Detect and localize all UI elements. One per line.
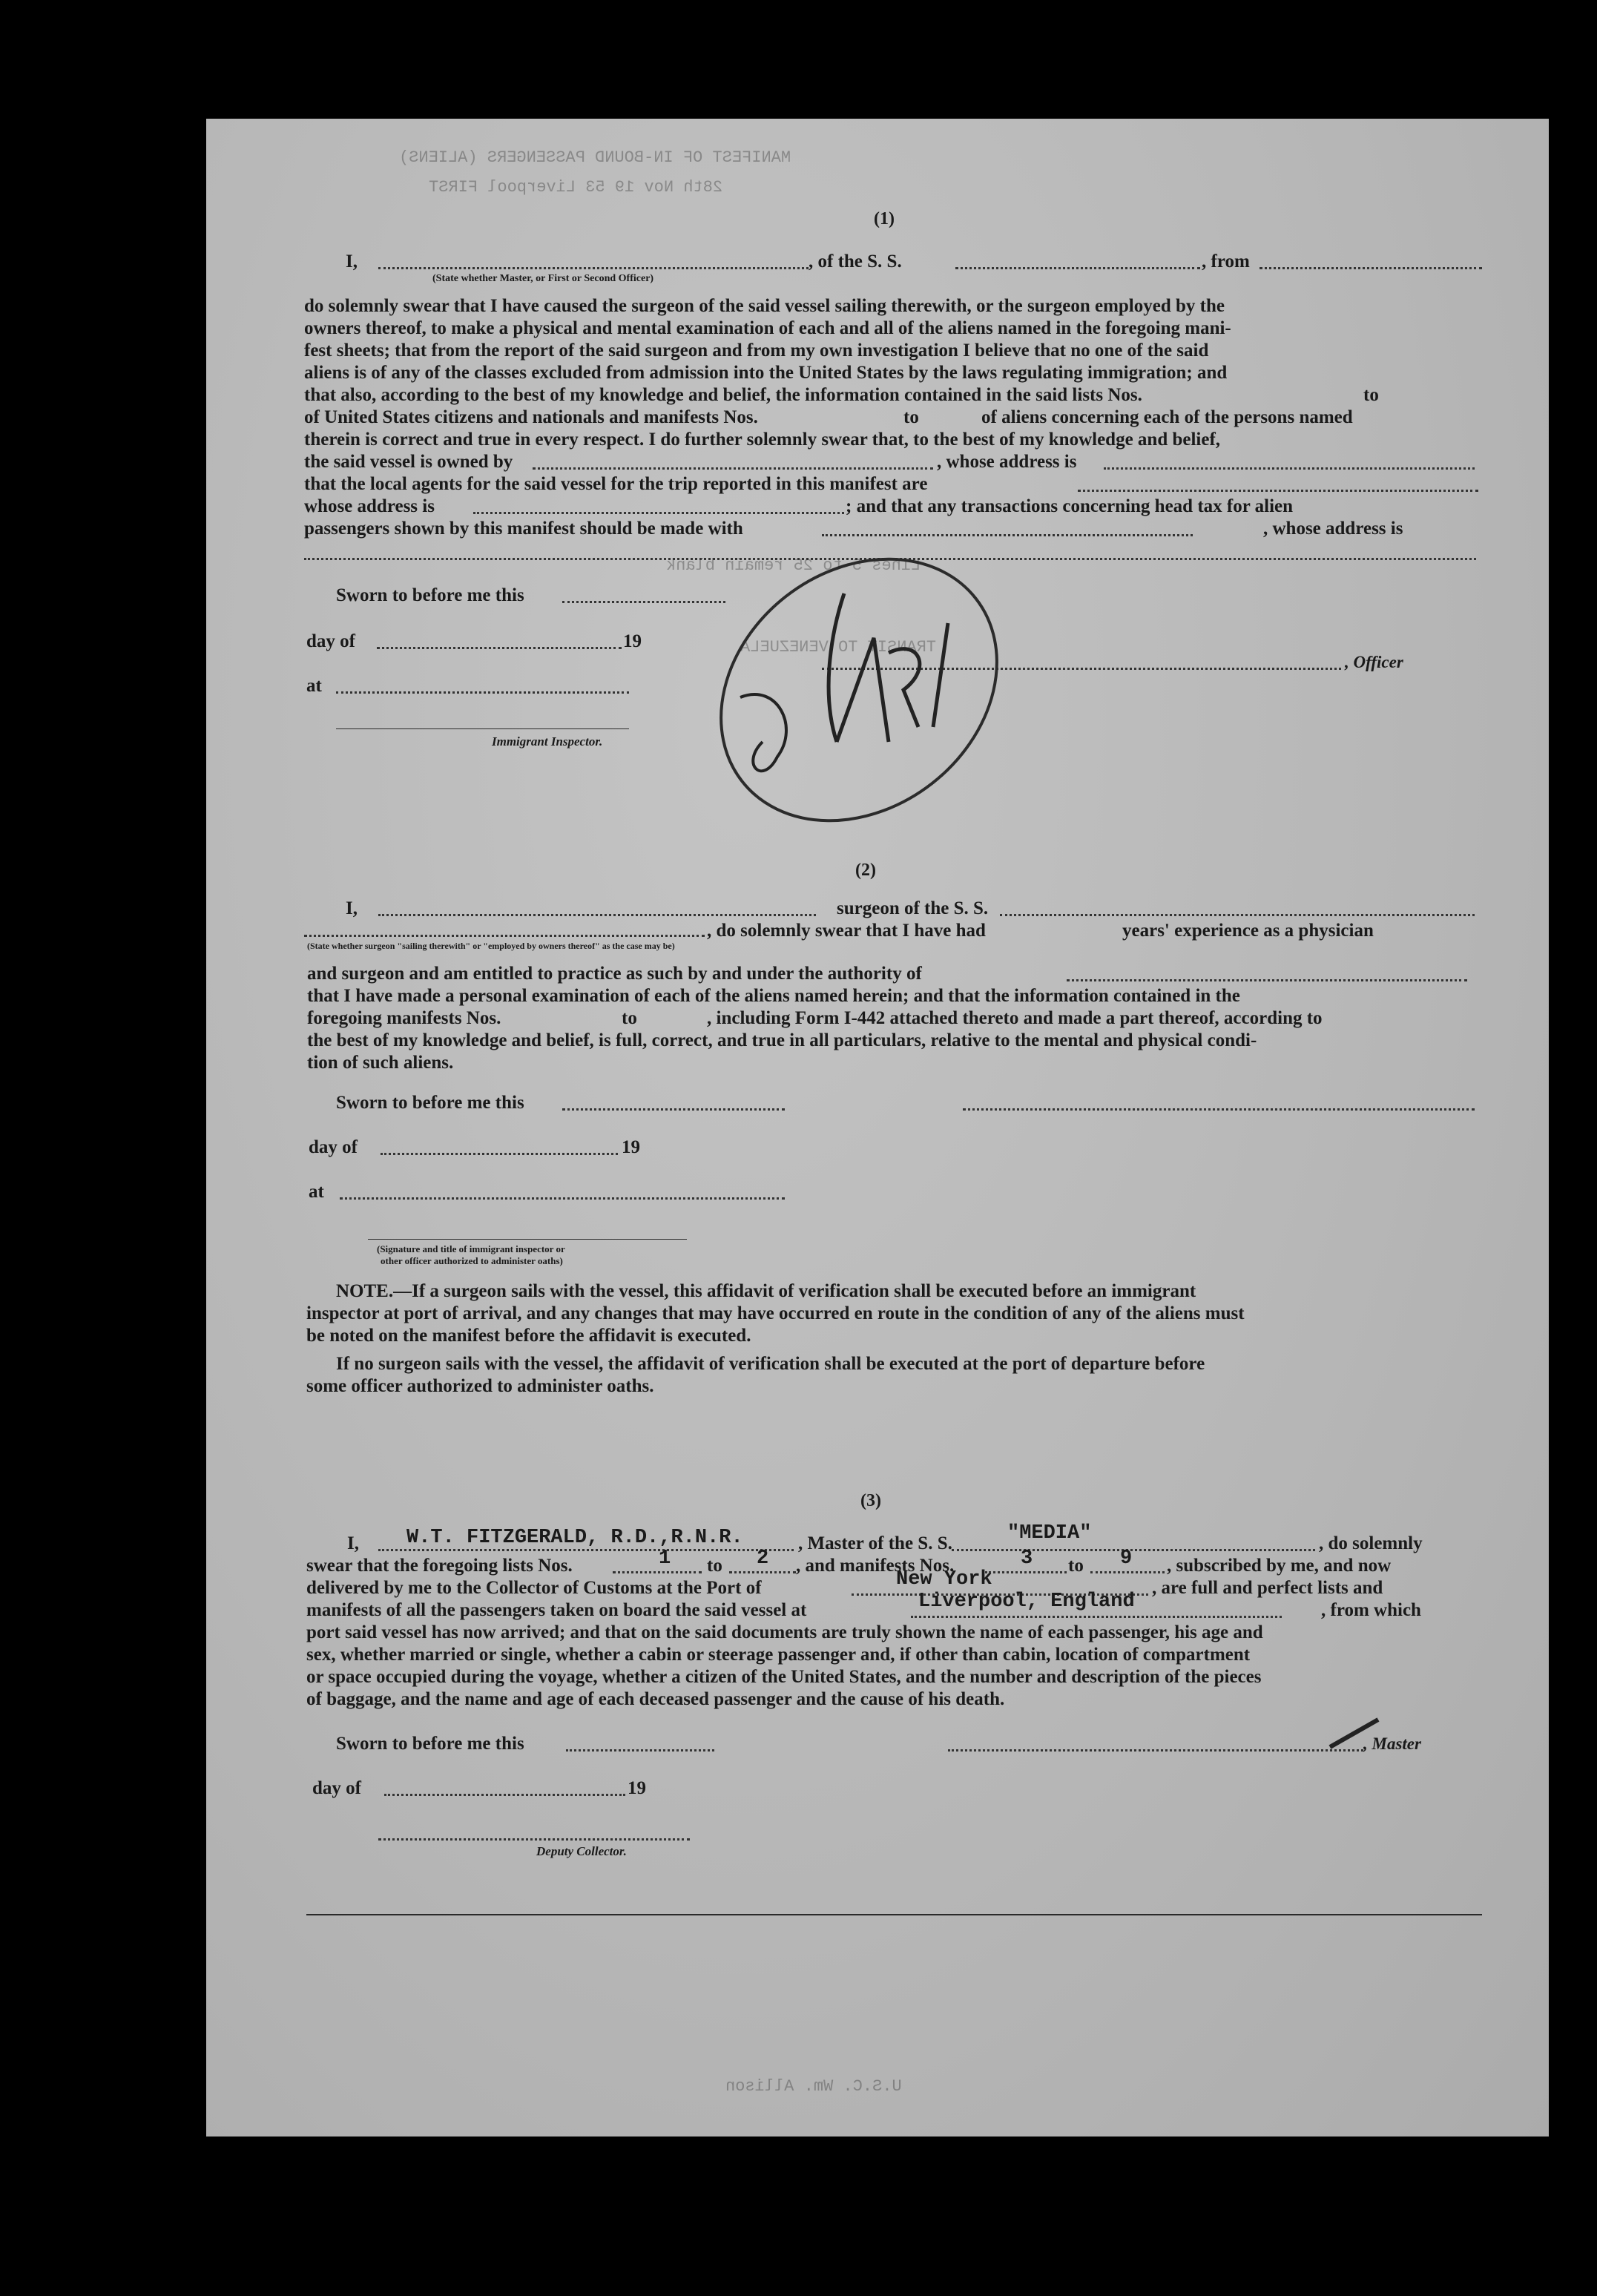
s1-to-2: to bbox=[903, 407, 919, 427]
s2-note-line-1: inspector at port of arrival, and any changes that may have occurred en route in the condition of any of the aliens must bbox=[306, 1303, 1245, 1323]
stamp-initials: JNP bbox=[800, 831, 801, 832]
s1-whose-address: , whose address is bbox=[937, 452, 1077, 472]
s3-master-label: , Master bbox=[1363, 1734, 1421, 1753]
s3-body-line-1: sex, whether married or single, whether a cabin or steerage passenger and, if other than cabin, location of compartment bbox=[306, 1645, 1251, 1665]
s2-surgeon-note: (State whether surgeon "sailing therewith" or "employed by owners thereof" as the case may be) bbox=[307, 941, 675, 951]
s1-sworn-label: Sworn to before me this bbox=[336, 585, 524, 605]
s3-manifest-to: 9 bbox=[1120, 1547, 1133, 1570]
s2-body-line-0: and surgeon and am entitled to practice as such by and under the authority of bbox=[307, 964, 922, 984]
s1-inspector-label: Immigrant Inspector. bbox=[492, 734, 603, 749]
s3-swear-lists: swear that the foregoing lists Nos. bbox=[306, 1556, 573, 1576]
s1-at-label: at bbox=[306, 676, 322, 696]
s2-year-label: 19 bbox=[622, 1137, 640, 1157]
section-2-header: (2) bbox=[855, 861, 876, 880]
s1-body-line-0: do solemnly swear that I have caused the surgeon of the said vessel sailing therewith, or the surgeon employed by the bbox=[304, 296, 1225, 316]
s3-master-of: , Master of the S. S. bbox=[798, 1533, 952, 1553]
s1-year-label: 19 bbox=[623, 631, 642, 651]
s2-body-line-4: tion of such aliens. bbox=[307, 1053, 454, 1073]
s2-note2-line-1: some officer authorized to administer oaths. bbox=[306, 1376, 654, 1396]
officer-stamp bbox=[651, 504, 1067, 875]
s3-are-full: , are full and perfect lists and bbox=[1152, 1578, 1383, 1598]
s2-swear-text: , do solemnly swear that I have had bbox=[707, 921, 986, 941]
s2-at-label: at bbox=[309, 1182, 324, 1202]
s1-body-line-4: that also, according to the best of my knowledge and belief, the information contained in the said lists Nos. bbox=[304, 385, 1142, 405]
s3-sworn-label: Sworn to before me this bbox=[336, 1734, 524, 1754]
s2-years-label: years' experience as a physician bbox=[1122, 921, 1374, 941]
s2-body-line-1: that I have made a personal examination of each of the aliens named herein; and that the information contained in the bbox=[307, 986, 1240, 1006]
s1-to-1: to bbox=[1363, 385, 1379, 405]
s3-list-from: 1 bbox=[659, 1547, 671, 1570]
s2-day-of-label: day of bbox=[309, 1137, 358, 1157]
s1-body-line-3: aliens is of any of the classes excluded from admission into the United States by the laws regulating immigration; and bbox=[304, 363, 1228, 383]
s3-body-line-2: or space occupied during the voyage, whether a citizen of the United States, and the number and description of the pieces bbox=[306, 1667, 1262, 1687]
s1-day-of-label: day of bbox=[306, 631, 355, 651]
s3-to-1: to bbox=[707, 1556, 722, 1576]
s3-subscribed: , subscribed by me, and now bbox=[1167, 1556, 1392, 1576]
s1-of-ss-label: , of the S. S. bbox=[809, 251, 902, 272]
bottom-divider bbox=[306, 1914, 1482, 1915]
s1-body-line-7: the said vessel is owned by bbox=[304, 452, 513, 472]
s1-body-line-10: passengers shown by this manifest should be made with bbox=[304, 519, 743, 539]
s3-and-manifests: , and manifests Nos. bbox=[796, 1556, 955, 1576]
section-1-header: (1) bbox=[874, 209, 895, 228]
s3-deputy-label: Deputy Collector. bbox=[536, 1844, 627, 1858]
s1-body-line-9: whose address is bbox=[304, 496, 435, 516]
s3-manifests-of: manifests of all the passengers taken on board the said vessel at bbox=[306, 1600, 807, 1620]
s3-delivered: delivered by me to the Collector of Customs at the Port of bbox=[306, 1578, 762, 1598]
s2-to-label: to bbox=[622, 1008, 637, 1028]
s2-body-line-3: the best of my knowledge and belief, is full, correct, and true in all particulars, relative to the mental and physical condi- bbox=[307, 1030, 1257, 1050]
s3-body-line-3: of baggage, and the name and age of each deceased passenger and the cause of his death. bbox=[306, 1689, 1005, 1709]
s3-list-to: 2 bbox=[757, 1547, 769, 1570]
s3-body-line-0: port said vessel has now arrived; and that on the said documents are truly shown the name of each passenger, his age and bbox=[306, 1622, 1263, 1642]
s2-i-label: I, bbox=[346, 898, 358, 918]
s2-signature-note-1: (Signature and title of immigrant inspector or bbox=[377, 1243, 565, 1254]
s1-of-aliens: of aliens concerning each of the persons named bbox=[981, 407, 1353, 427]
s3-port: New York bbox=[896, 1568, 992, 1591]
s1-body-line-6: therein is correct and true in every respect. I do further solemnly swear that, to the best of my knowledge and belief, bbox=[304, 430, 1221, 450]
s2-note-line-2: be noted on the manifest before the affidavit is executed. bbox=[306, 1326, 751, 1346]
s2-note2-line-0: If no surgeon sails with the vessel, the affidavit of verification shall be executed at the port of departure before bbox=[336, 1354, 1205, 1374]
s3-solemnly: , do solemnly bbox=[1319, 1533, 1423, 1553]
s3-manifest-from: 3 bbox=[1021, 1547, 1033, 1570]
s1-i-label: I, bbox=[346, 251, 358, 272]
s3-master-name: W.T. FITZGERALD, R.D.,R.N.R. bbox=[406, 1527, 743, 1549]
s3-day-of-label: day of bbox=[312, 1778, 361, 1798]
s1-body-line-1: owners thereof, to make a physical and mental examination of each and all of the aliens named in the foregoing mani- bbox=[304, 318, 1231, 338]
s1-from-label: , from bbox=[1202, 251, 1250, 272]
s3-to-2: to bbox=[1068, 1556, 1084, 1576]
section-3-header: (3) bbox=[860, 1491, 881, 1510]
s3-ship-name: "MEDIA" bbox=[1007, 1522, 1092, 1545]
s2-surgeon-of: surgeon of the S. S. bbox=[837, 898, 989, 918]
s1-body-line-8: that the local agents for the said vessel for the trip reported in this manifest are bbox=[304, 474, 928, 494]
s1-officer-note: (State whether Master, or First or Second Officer) bbox=[432, 273, 654, 284]
s2-note-line-0: NOTE.—If a surgeon sails with the vessel, this affidavit of verification shall be executed before an immigrant bbox=[336, 1281, 1196, 1301]
s1-body-line-5: of United States citizens and nationals and manifests Nos. bbox=[304, 407, 758, 427]
s2-form-text: , including Form I-442 attached thereto and made a part thereof, according to bbox=[707, 1008, 1323, 1028]
s3-from-which: , from which bbox=[1321, 1600, 1421, 1620]
s1-tax-text: ; and that any transactions concerning head tax for alien bbox=[846, 496, 1294, 516]
s3-origin: Liverpool, England bbox=[918, 1591, 1135, 1613]
s1-body-line-2: fest sheets; that from the report of the said surgeon and from my own investigation I believe that no one of the said bbox=[304, 341, 1209, 361]
s3-i-label: I, bbox=[347, 1533, 359, 1553]
s1-officer-label: , Officer bbox=[1345, 653, 1403, 671]
s2-signature-note-2: other officer authorized to administer oaths) bbox=[381, 1255, 563, 1266]
s2-sworn-label: Sworn to before me this bbox=[336, 1093, 524, 1113]
s3-year-label: 19 bbox=[628, 1778, 646, 1798]
s2-body-line-2: foregoing manifests Nos. bbox=[307, 1008, 501, 1028]
document-sheet: MANIFEST OF IN-BOUND PASSENGERS (ALIENS) 28th Nov 19 53 Liverpool FIRST Lines 5 to 25 remain blank TRANSIT TO VENEZUELA U.S.C. Wm. Allison (1) I, , of the S. S. , from (State whether Master, or First or Second Officer) do solemnly swear that I have caused the surgeon of the said vessel sailing therewith, or the surgeon employed by the owners thereof, to make a physical and mental examination of each and all of the aliens named in the foregoing mani- fest sheets; that from the report of the said surgeon and from my own investigation I believe that no one of the said aliens is of any of the classes excluded from admission into the United States by the laws regulating immigration; and that also, according to the best of my knowledge and belief, the information contained in the said lists Nos. to of United States citizens and nationals and manifests Nos. to of aliens concerning each of the persons named therein is correct and true in every respect. I do further solemnly swear that, to the best of my knowledge and belief, the said vessel is owned by , whose address is that the local agents for the said vessel for the trip reported in this manifest are whose address is ; and that any transactions concerning head tax for alien passengers shown by this manifest should be made with , whose address is Sworn to before me this day of 19 at , Officer Immigrant Inspector. JNP (2) I, surgeon of the S. S. , do solemnly swear that I have had years' experience as a physician (State whether surgeon "sailing therewith" or "employed by owners thereof" as the case may be) and surgeon and am entitled to practice as such by and under the authority of that I have made a personal examination of each of the aliens named herein; and that the information contained in the foregoing manifests Nos. to , including Form I-442 attached thereto and made a part thereof, according to the best of my knowledge and belief, is full, correct, and true in all particulars, relative to the mental and physical condi- tion of such aliens. Sworn to before me this day of 19 at (Signature and title of immigrant inspector or other officer authorized to administer oaths) NOTE.—If a surgeon sails with the vessel, this affidavit of verification shall be executed before an immigrant inspector at port of arrival, and any changes that may have occurred en route in the condition of any of the aliens must be noted on the manifest before the affidavit is executed. If no surgeon sails with the vessel, the affidavit of verification shall be executed at the port of departure before some officer authorized to administer oaths. (3) I, W.T. FITZGERALD, R.D.,R.N.R. , Master of the S. S. "MEDIA" , do solemnly swear that the foregoing lists Nos. 1 to 2 , and manifests Nos. 3 to 9 , subscribed by me, and now delivered by me to the Collector of Customs at the Port of New York , are full and perfect lists and manifests of all the passengers taken on board the said vessel at Liverpool, England , from which port said vessel has now arrived; and that on the said documents are truly shown the name of each passenger, his age and sex, whether married or single, whether a cabin or steerage passenger and, if other than cabin, location of compartment or space occupied during the voyage, whether a citizen of the United States, and the number and description of the pieces of baggage, and the name and age of each deceased passenger and the cause of his death. Sworn to before me this , Master day of 19 Deputy Collector. bbox=[206, 119, 1549, 2137]
s1-whose-address-is: , whose address is bbox=[1263, 519, 1403, 539]
